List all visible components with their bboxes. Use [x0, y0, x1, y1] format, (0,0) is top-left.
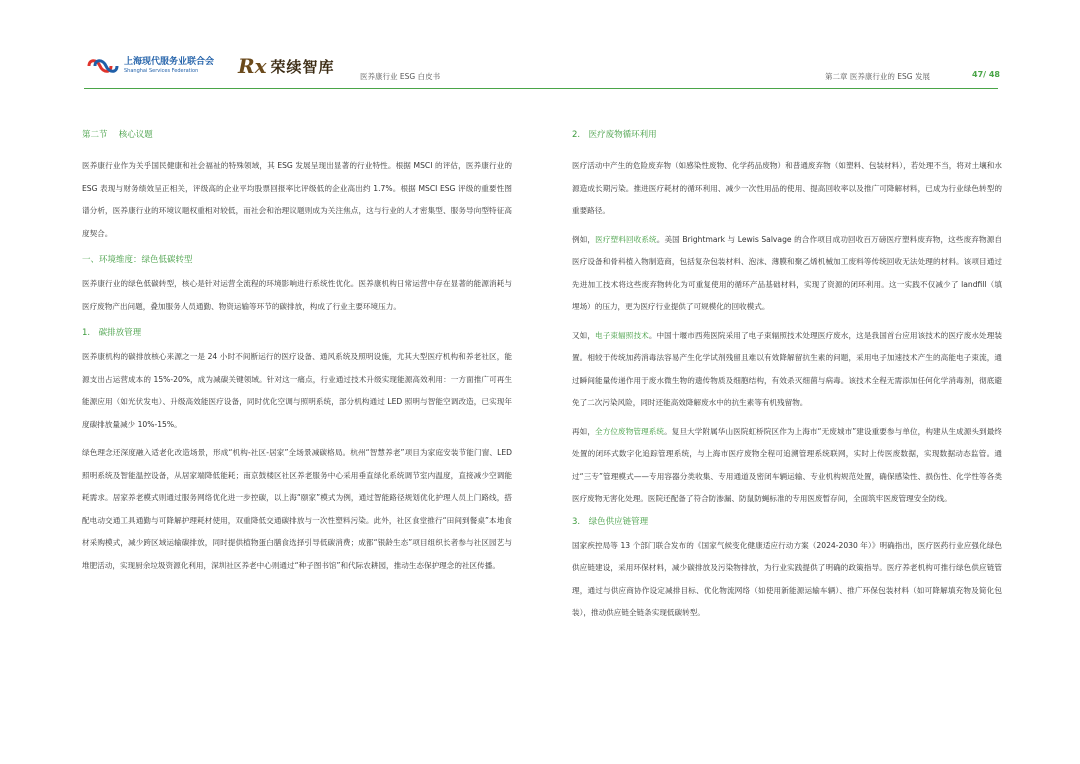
- waste-paragraph-3: [572, 325, 1002, 415]
- supply-chain-paragraph: 国家疾控局等 13 个部门联合发布的《国家气候变化健康适应行动方案（2024-2030 年）》明确指出，医疗医药行业应强化绿色供应链建设，采用环保材料，减少碳排放及污染物排放，为行业实践提供了明确的政策指导。医疗养老机构可推行绿色供应链管理，通过与供应商协作设定减排目标、优化物流网络（如使用新能源运输车辆）、推广环保包装材料（如可降解填充物及简化包装），推动供应链全链条实现低碳转型。: [572, 540, 1002, 617]
- para-body: 。中国十堰市西苑医院采用了电子束辐照技术处理医疗废水，这是我国首台应用该技术的医疗废水处理装置。相较于传统加药消毒法容易产生化学试剂残留且难以有效降解留抗生素的问题，采用电子加速技术产生的高能电子束流，通过瞬间能量传递作用于废水微生物的遗传物质及细胞结构，有效杀灭细菌与病毒。该技术全程无需添加任何化学消毒剂，彻底避免了二次污染风险，同时还能高效降解废水中的抗生素等有机残留物。: [572, 330, 1003, 407]
- chapter-title: 第二章 医养康行业的 ESG 发展: [825, 72, 930, 81]
- para-lead: 例如，: [572, 234, 596, 244]
- carbon-paragraph-1: 医养康机构的碳排放核心来源之一是 24 小时不间断运行的医疗设备、通风系统及照明设施，尤其大型医疗机构和养老社区，能源支出占运营成本的 15%-20%，成为减碳关键领域。针对这一痛点，行业通过技术升级实现能源高效利用：一方面推广可再生能源应用（如光伏发电）、升级高效能医疗设备，同时优化空调与照明系统，部分机构通过 LED 照明与智能空调改造，已实现年度碳排放量减少 10%-15%。: [82, 352, 512, 429]
- waste-heading: 2. 医疗废物循环利用: [572, 130, 657, 140]
- brand-mark: Rx: [238, 54, 267, 78]
- federation-name-en: Shanghai Services Federation: [124, 68, 199, 74]
- highlight-term: 电子束辐照技术: [595, 330, 649, 340]
- waste-paragraph-1: 医疗活动中产生的危险废弃物（如感染性废物、化学药品废物）和普通废弃物（如塑料、包装材料），若处理不当，将对土壤和水源造成长期污染。推进医疗耗材的循环利用、减少一次性用品的使用、提高回收率以及推广可降解材料，已成为行业绿色转型的重要路径。: [572, 161, 1002, 215]
- para-lead: 又如，: [572, 330, 596, 340]
- brand-name: 荣续智库: [270, 57, 335, 76]
- federation-name-cn: 上海现代服务业联合会: [124, 57, 215, 67]
- page-header: [0, 0, 1080, 92]
- highlight-term: 全方位废物管理系统: [595, 426, 665, 436]
- para-body: 。美国 Brightmark 与 Lewis Salvage 的合作项目成功回收百万磅医疗塑料废弃物，这些废弃物源自医疗设备和骨科植入物制造商，包括复杂包装材料、泡沫、薄膜和聚乙烯机械加工废料等传统回收无法处理的材料。该项目通过先进加工技术将这些废弃物转化为可重复使用的循环产品基础材料，实现了资源的闭环利用。这一实践不仅减少了 landfill（填埋场）的压力，更为医疗行业提供了可规模化的回收模式。: [572, 234, 1003, 311]
- supply-chain-heading: 3. 绿色供应链管理: [572, 516, 649, 527]
- para-lead: 再如，: [572, 426, 596, 436]
- environment-paragraph: 医养康行业的绿色低碳转型，核心是针对运营全流程的环境影响进行系统性优化。医养康机构日常运营中存在显著的能源消耗与医疗废物产出问题，叠加服务人员通勤、物资运输等环节的碳排放，构成了行业主要环境压力。: [82, 279, 512, 311]
- para-body: 。复旦大学附属华山医院虹桥院区作为上海市“无废城市”建设重要参与单位，构建从生成源头到最终处置的闭环式数字化追踪管理系统，与上海市医疗废物全程可追溯管理系统联网，实时上传医废数据，实现数据动态监管。通过“三专”管理模式——专用容器分类收集、专用通道及密闭车辆运输、专业机构规范处置，确保感染性、损伤性、化学性等各类医疗废物无害化处理。医院还配备了符合防渗漏、防鼠防蝇标准的专用医废暂存间，全面筑牢医废管理安全防线。: [572, 426, 1002, 503]
- carbon-paragraph-2: 绿色理念还深度融入适老化改造场景，形成“机构-社区-居家”全场景减碳格局。杭州“智慧养老”项目为家庭安装节能门窗、LED 照明系统及智能温控设备，从居家端降低能耗；南京鼓楼区社区养老服务中心采用垂直绿化系统调节室内温度，直接减少空调能耗需求。居家养老模式则通过服务网络优化进一步控碳，以上海“颐家”模式为例，通过智能路径规划优化护理人员上门路线，搭配电动交通工具通勤与可降解护理耗材使用，双重降低交通碳排放与一次性塑料污染。此外，社区食堂推行“田间到餐桌”本地食材采购模式，减少跨区域运输碳排放，同时提供植物蛋白膳食选择引导低碳消费；成都“银龄生态”项目组织长者参与社区园艺与堆肥活动，实现厨余垃圾资源化利用，深圳社区养老中心则通过“种子图书馆”和代际农耕园，推动生态保护理念的社区传播。: [82, 448, 512, 570]
- waste-paragraph-2: [572, 229, 1002, 319]
- brand-logo: [238, 52, 335, 80]
- document-title: 医养康行业 ESG 白皮书: [360, 72, 441, 81]
- federation-logo: [86, 52, 226, 80]
- environment-heading: 一、环境维度：绿色低碳转型: [82, 255, 193, 265]
- page-number: 47/ 48: [972, 70, 1000, 79]
- carbon-heading: 1. 碳排放管理: [82, 328, 142, 338]
- federation-logo-icon: [86, 55, 120, 77]
- left-column: [82, 126, 512, 577]
- waste-paragraph-4: [572, 421, 1002, 511]
- section-title: 第二节 核心议题: [82, 130, 153, 140]
- intro-paragraph: 医养康行业作为关乎国民健康和社会福祉的特殊领域，其 ESG 发展呈现出显著的行业特性。根据 MSCI 的评估，医养康行业的 ESG 表现与财务绩效呈正相关，评级高的企业平均股票回报率比评级低的企业高出约 1.7%。根据 MSCI ESG 评级的重要性图谱分析，医养康行业的环境议题权重相对较低，而社会和治理议题则成为关注焦点，这与行业的人才密集型、服务导向型特征高度契合。: [82, 161, 512, 238]
- right-column: [572, 126, 1002, 625]
- highlight-term: 医疗塑料回收系统: [595, 234, 657, 244]
- header-divider: [84, 88, 998, 89]
